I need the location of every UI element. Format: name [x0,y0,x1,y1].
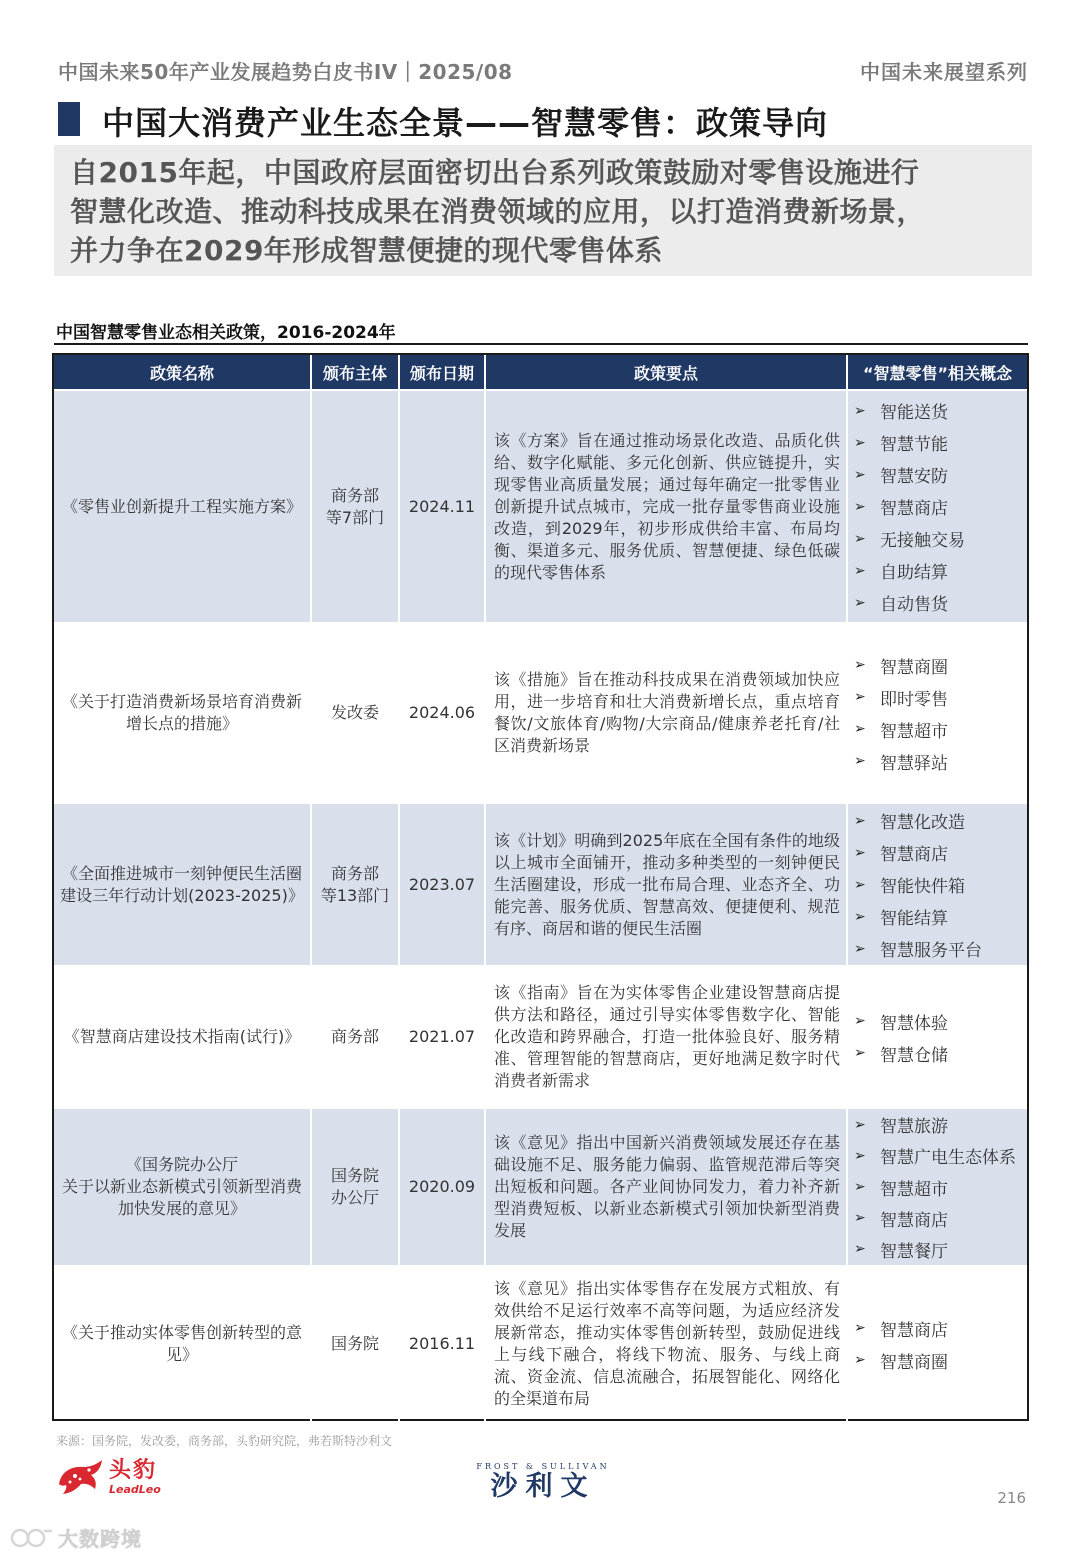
frost-sullivan-cn: 沙利文 [490,1471,596,1502]
concept-item [854,523,1027,555]
policy-name-cell: 《智慧商店建设技术指南(试行)》 [54,967,312,1107]
summary-line: 并力争在2029年形成智慧便捷的现代零售体系 [70,234,663,267]
arrow-bullet-icon: ➢ [854,434,866,451]
concept-label: 智慧服务平台 [880,941,982,961]
policy-name-cell: 《全面推进城市一刻钟便民生活圈建设三年行动计划(2023-2025)》 [54,804,312,965]
arrow-bullet-icon: ➢ [854,753,866,769]
concept-label: 自助结算 [880,563,948,583]
leadleo-cn: 头豹 [109,1457,158,1483]
table-header [54,355,1027,389]
concept-item [854,1344,1027,1376]
concept-item [854,713,1027,745]
arrow-bullet-icon: ➢ [854,1320,866,1336]
issuer-cell: 发改委 [312,624,400,802]
concepts-cell [848,1267,1027,1421]
concept-label: 智慧商圈 [880,1352,948,1373]
concept-label: 智慧餐厅 [880,1241,948,1262]
policy-points-cell: 该《方案》旨在通过推动场景化改造、品质化供给、数字化赋能、多元化创新、供应链提升，实现零售业高质量发展；通过每年确定一批零售业创新提升试点城市，完成一批存量零售商业设施改造，到2029年，初步形成供给丰富、布局均衡、渠道多元、服务优质、智慧便捷、绿色低碳的现代零售体系 [486,391,848,622]
table-row [54,965,1027,1107]
concept-label: 智慧广电生态体系 [880,1148,1016,1169]
issuer-cell: 国务院 办公厅 [312,1109,400,1265]
concept-label: 智慧商店 [880,845,948,865]
header-left: 中国未来50年产业发展趋势白皮书IV｜2025/08 [58,60,513,84]
concepts-cell [848,1109,1027,1265]
arrow-bullet-icon: ➢ [854,1352,866,1368]
concept-label: 智能结算 [880,909,948,929]
arrow-bullet-icon: ➢ [854,1147,866,1164]
table-row [54,389,1027,622]
arrow-bullet-icon: ➢ [854,812,866,829]
concept-item [854,1140,1027,1171]
leadleo-en: LeadLeo [109,1482,161,1496]
arrow-bullet-icon: ➢ [854,940,866,957]
policy-points-cell: 该《计划》明确到2025年底在全国有条件的地级以上城市全面铺开，推动多种类型的一刻钟便民生活圈建设，形成一批布局合理、业态齐全、功能完善、服务优质、智慧高效、便捷便利、规范有序、商居和谐的便民生活圈 [486,804,848,965]
issuer-cell: 商务部 等13部门 [312,804,400,965]
header-concepts: “智慧零售”相关概念 [862,363,1013,383]
table-row [54,622,1027,802]
arrow-bullet-icon: ➢ [854,1241,866,1258]
concept-item [854,395,1027,427]
issuer-cell: 商务部 [312,967,400,1107]
arrow-bullet-icon: ➢ [854,402,866,419]
concept-item [854,1312,1027,1344]
summary-line: 自2015年起，中国政府层面密切出台系列政策鼓励对零售设施进行 [70,156,920,189]
page-title: 中国大消费产业生态全景——智慧零售：政策导向 [102,104,829,142]
policy-points-cell: 该《措施》旨在推动科技成果在消费领域加快应用，进一步培育和壮大消费新增长点，重点培育餐饮/文旅体育/购物/大宗商品/健康养老托育/社区消费新场景 [486,624,848,802]
concept-item [854,427,1027,459]
arrow-bullet-icon: ➢ [854,530,866,547]
summary-box [54,145,1032,276]
date-cell: 2016.11 [400,1267,486,1421]
concept-label: 智慧化改造 [880,813,965,833]
concepts-cell [848,391,1027,622]
watermark-logo-icon [10,1525,54,1551]
arrow-bullet-icon: ➢ [854,1013,866,1029]
concept-item [854,869,1027,901]
concept-item [854,491,1027,523]
policy-table [52,353,1029,1421]
concept-label: 智慧节能 [880,435,948,455]
concept-item [854,901,1027,933]
header-date: 颁布日期 [400,355,486,389]
concept-item [854,1005,1027,1037]
concept-label: 智慧仓储 [880,1045,948,1066]
header-issuer: 颁布主体 [312,355,400,389]
concept-label: 智慧商圈 [880,657,948,678]
concept-label: 自动售货 [880,595,948,615]
policy-name-cell: 《关于推动实体零售创新转型的意见》 [54,1267,312,1421]
policy-points-cell: 该《意见》指出中国新兴消费领域发展还存在基础设施不足、服务能力偏弱、监管规范滞后等突出短板和问题。各产业间协同发力，着力补齐新型消费短板、以新业态新模式引领加快新型消费发展 [486,1109,848,1265]
arrow-bullet-icon: ➢ [854,1045,866,1061]
arrow-bullet-icon: ➢ [854,466,866,483]
concept-item [854,1037,1027,1069]
concept-label: 智慧超市 [880,1179,948,1200]
concept-item [854,649,1027,681]
concept-label: 智慧驿站 [880,753,948,774]
concepts-cell [848,967,1027,1107]
caption-rule [54,343,1028,345]
arrow-bullet-icon: ➢ [854,594,866,611]
leopard-logo-icon [55,1458,105,1496]
arrow-bullet-icon: ➢ [854,876,866,893]
policy-name-cell: 《关于打造消费新场景培育消费新增长点的措施》 [54,624,312,802]
watermark [10,1523,142,1552]
concept-item [854,1109,1027,1140]
date-cell: 2024.11 [400,391,486,622]
concept-item [854,1171,1027,1202]
header-policy-name: 政策名称 [54,355,312,389]
concept-item [854,681,1027,713]
arrow-bullet-icon: ➢ [854,657,866,673]
table-body [54,389,1027,1421]
header-right: 中国未来展望系列 [860,60,1028,84]
frost-sullivan-logo [468,1462,618,1503]
arrow-bullet-icon: ➢ [854,844,866,861]
date-cell: 2020.09 [400,1109,486,1265]
table-row [54,802,1027,965]
concept-label: 智能送货 [880,403,948,423]
concepts-cell [848,624,1027,802]
concept-item [854,837,1027,869]
arrow-bullet-icon: ➢ [854,689,866,705]
concept-label: 即时零售 [880,689,948,710]
arrow-bullet-icon: ➢ [854,562,866,579]
concept-label: 智慧商店 [880,499,948,519]
source-note: 来源：国务院，发改委，商务部，头豹研究院，弗若斯特沙利文 [56,1434,393,1448]
concept-label: 智慧安防 [880,467,948,487]
policy-name-cell: 《零售业创新提升工程实施方案》 [54,391,312,622]
concept-item [854,745,1027,777]
policy-points-cell: 该《意见》指出实体零售存在发展方式粗放、有效供给不足运行效率不高等问题，为适应经济发展新常态，推动实体零售创新转型，鼓励促进线上与线下融合，将线下物流、服务、与线上商流、资金流、信息流融合，拓展智能化、网络化的全渠道布局 [486,1267,848,1421]
arrow-bullet-icon: ➢ [854,1179,866,1195]
date-cell: 2023.07 [400,804,486,965]
arrow-bullet-icon: ➢ [854,498,866,515]
concept-item [854,1203,1027,1234]
concept-item [854,933,1027,965]
date-cell: 2021.07 [400,967,486,1107]
concept-label: 无接触交易 [880,531,965,551]
concept-label: 智慧商店 [880,1320,948,1341]
concept-label: 智能快件箱 [880,877,965,897]
header-points: 政策要点 [486,355,848,389]
arrow-bullet-icon: ➢ [854,1116,866,1133]
page-number: 216 [997,1489,1026,1507]
date-cell: 2024.06 [400,624,486,802]
policy-name-cell: 《国务院办公厅 关于以新业态新模式引领新型消费加快发展的意见》 [54,1109,312,1265]
table-caption: 中国智慧零售业态相关政策，2016-2024年 [56,323,396,343]
issuer-cell: 国务院 [312,1267,400,1421]
watermark-text: 大数跨境 [58,1527,142,1551]
concept-label: 智慧体验 [880,1013,948,1034]
concept-item [854,1234,1027,1265]
concept-item [854,555,1027,587]
arrow-bullet-icon: ➢ [854,1210,866,1227]
concepts-cell [848,804,1027,965]
concept-label: 智慧旅游 [880,1117,948,1138]
concept-item [854,587,1027,619]
title-marker [58,102,80,136]
concept-label: 智慧商店 [880,1210,948,1231]
frost-sullivan-en: FROST & SULLIVAN [476,1462,610,1471]
leadleo-logo [55,1458,161,1496]
issuer-cell: 商务部 等7部门 [312,391,400,622]
policy-points-cell: 该《指南》旨在为实体零售企业建设智慧商店提供方法和路径，通过引导实体零售数字化、智能化改造和跨界融合，打造一批体验良好、服务精准、管理智能的智慧商店，更好地满足数字时代消费者新需求 [486,967,848,1107]
concept-item [854,459,1027,491]
concept-label: 智慧超市 [880,721,948,742]
table-row [54,1107,1027,1265]
arrow-bullet-icon: ➢ [854,721,866,737]
concept-item [854,805,1027,837]
summary-line: 智慧化改造、推动科技成果在消费领域的应用，以打造消费新场景， [70,195,926,228]
table-row [54,1265,1027,1421]
arrow-bullet-icon: ➢ [854,908,866,925]
